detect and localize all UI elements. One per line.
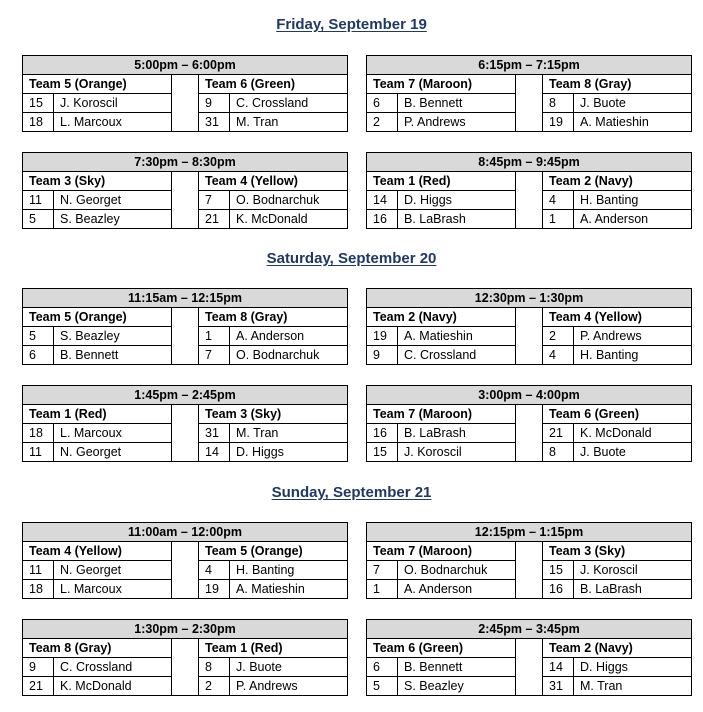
game-table (22, 288, 348, 365)
player-name: N. Georget (54, 191, 172, 210)
player-name: O. Bodnarchuk (230, 346, 348, 365)
game-time: 11:15am – 12:15pm (23, 289, 348, 308)
away-team-name: Team 8 (Gray) (199, 308, 348, 327)
player-name: C. Crossland (230, 94, 348, 113)
player-name: O. Bodnarchuk (230, 191, 348, 210)
player-number: 19 (199, 580, 230, 599)
day-heading-sunday: Sunday, September 21 (271, 484, 432, 501)
player-number: 7 (367, 561, 398, 580)
player-number: 14 (543, 658, 574, 677)
home-team-name: Team 8 (Gray) (23, 639, 172, 658)
player-name: A. Anderson (574, 210, 692, 229)
game-table (22, 152, 348, 229)
player-number: 5 (23, 327, 54, 346)
player-number: 9 (199, 94, 230, 113)
away-team-name: Team 6 (Green) (543, 405, 692, 424)
team-divider (172, 75, 199, 132)
player-number: 16 (543, 580, 574, 599)
game-time: 12:15pm – 1:15pm (367, 523, 692, 542)
player-number: 11 (23, 443, 54, 462)
game-table (366, 152, 692, 229)
game-table (22, 55, 348, 132)
player-number: 14 (367, 191, 398, 210)
player-name: K. McDonald (574, 424, 692, 443)
team-divider (516, 308, 543, 365)
game-table (22, 385, 348, 462)
player-number: 11 (23, 561, 54, 580)
player-number: 9 (367, 346, 398, 365)
player-name: K. McDonald (230, 210, 348, 229)
team-divider (516, 639, 543, 696)
player-number: 15 (23, 94, 54, 113)
player-number: 31 (199, 113, 230, 132)
player-name: M. Tran (230, 113, 348, 132)
player-name: S. Beazley (54, 210, 172, 229)
game-table (22, 522, 348, 599)
player-number: 9 (23, 658, 54, 677)
player-number: 18 (23, 424, 54, 443)
player-name: C. Crossland (54, 658, 172, 677)
player-number: 2 (543, 327, 574, 346)
player-name: H. Banting (574, 191, 692, 210)
game-time: 8:45pm – 9:45pm (367, 153, 692, 172)
team-divider (172, 405, 199, 462)
game-time: 5:00pm – 6:00pm (23, 56, 348, 75)
player-name: A. Matieshin (574, 113, 692, 132)
player-name: J. Koroscil (398, 443, 516, 462)
player-number: 2 (367, 113, 398, 132)
team-divider (516, 405, 543, 462)
player-number: 4 (543, 346, 574, 365)
player-number: 16 (367, 210, 398, 229)
game-table (366, 385, 692, 462)
game-time: 1:30pm – 2:30pm (23, 620, 348, 639)
away-team-name: Team 3 (Sky) (199, 405, 348, 424)
game-table (366, 288, 692, 365)
player-number: 5 (23, 210, 54, 229)
player-name: P. Andrews (230, 677, 348, 696)
home-team-name: Team 7 (Maroon) (367, 405, 516, 424)
game-table (366, 55, 692, 132)
player-name: A. Matieshin (398, 327, 516, 346)
player-number: 6 (367, 658, 398, 677)
player-number: 18 (23, 113, 54, 132)
game-time: 11:00am – 12:00pm (23, 523, 348, 542)
player-name: D. Higgs (574, 658, 692, 677)
player-name: O. Bodnarchuk (398, 561, 516, 580)
team-divider (172, 172, 199, 229)
away-team-name: Team 4 (Yellow) (199, 172, 348, 191)
player-number: 19 (367, 327, 398, 346)
player-name: M. Tran (574, 677, 692, 696)
player-name: P. Andrews (398, 113, 516, 132)
player-name: H. Banting (230, 561, 348, 580)
player-name: J. Koroscil (54, 94, 172, 113)
player-number: 19 (543, 113, 574, 132)
home-team-name: Team 5 (Orange) (23, 75, 172, 94)
day-heading-saturday: Saturday, September 20 (266, 250, 437, 267)
player-number: 8 (543, 94, 574, 113)
game-time: 12:30pm – 1:30pm (367, 289, 692, 308)
player-number: 15 (543, 561, 574, 580)
player-name: L. Marcoux (54, 580, 172, 599)
player-number: 15 (367, 443, 398, 462)
home-team-name: Team 2 (Navy) (367, 308, 516, 327)
player-name: L. Marcoux (54, 113, 172, 132)
game-time: 6:15pm – 7:15pm (367, 56, 692, 75)
player-name: K. McDonald (54, 677, 172, 696)
team-divider (172, 542, 199, 599)
home-team-name: Team 6 (Green) (367, 639, 516, 658)
player-number: 4 (543, 191, 574, 210)
player-name: B. LaBrash (398, 210, 516, 229)
day-heading-friday: Friday, September 19 (276, 16, 427, 33)
player-number: 31 (543, 677, 574, 696)
player-name: C. Crossland (398, 346, 516, 365)
away-team-name: Team 4 (Yellow) (543, 308, 692, 327)
team-divider (172, 308, 199, 365)
player-name: B. LaBrash (574, 580, 692, 599)
player-name: A. Anderson (398, 580, 516, 599)
player-number: 4 (199, 561, 230, 580)
player-number: 5 (367, 677, 398, 696)
home-team-name: Team 1 (Red) (367, 172, 516, 191)
player-name: M. Tran (230, 424, 348, 443)
player-number: 1 (199, 327, 230, 346)
player-name: P. Andrews (574, 327, 692, 346)
player-name: J. Buote (574, 94, 692, 113)
player-number: 1 (367, 580, 398, 599)
player-number: 2 (199, 677, 230, 696)
home-team-name: Team 4 (Yellow) (23, 542, 172, 561)
game-time: 2:45pm – 3:45pm (367, 620, 692, 639)
player-name: A. Matieshin (230, 580, 348, 599)
player-name: N. Georget (54, 561, 172, 580)
away-team-name: Team 5 (Orange) (199, 542, 348, 561)
player-name: H. Banting (574, 346, 692, 365)
game-table (366, 522, 692, 599)
home-team-name: Team 1 (Red) (23, 405, 172, 424)
player-name: B. Bennett (398, 658, 516, 677)
team-divider (516, 75, 543, 132)
game-time: 1:45pm – 2:45pm (23, 386, 348, 405)
player-number: 6 (23, 346, 54, 365)
game-time: 7:30pm – 8:30pm (23, 153, 348, 172)
player-number: 21 (199, 210, 230, 229)
player-name: D. Higgs (230, 443, 348, 462)
player-number: 11 (23, 191, 54, 210)
player-number: 14 (199, 443, 230, 462)
player-name: S. Beazley (54, 327, 172, 346)
game-table (22, 619, 348, 696)
player-number: 21 (23, 677, 54, 696)
team-divider (516, 542, 543, 599)
player-number: 8 (199, 658, 230, 677)
player-number: 31 (199, 424, 230, 443)
team-divider (172, 639, 199, 696)
player-number: 8 (543, 443, 574, 462)
player-number: 1 (543, 210, 574, 229)
player-number: 7 (199, 346, 230, 365)
away-team-name: Team 1 (Red) (199, 639, 348, 658)
player-number: 21 (543, 424, 574, 443)
away-team-name: Team 2 (Navy) (543, 172, 692, 191)
player-name: B. LaBrash (398, 424, 516, 443)
player-number: 18 (23, 580, 54, 599)
player-name: B. Bennett (54, 346, 172, 365)
player-name: J. Buote (230, 658, 348, 677)
player-name: A. Anderson (230, 327, 348, 346)
team-divider (516, 172, 543, 229)
player-name: B. Bennett (398, 94, 516, 113)
player-name: J. Buote (574, 443, 692, 462)
away-team-name: Team 2 (Navy) (543, 639, 692, 658)
player-name: L. Marcoux (54, 424, 172, 443)
game-table (366, 619, 692, 696)
home-team-name: Team 3 (Sky) (23, 172, 172, 191)
player-name: S. Beazley (398, 677, 516, 696)
home-team-name: Team 7 (Maroon) (367, 542, 516, 561)
home-team-name: Team 7 (Maroon) (367, 75, 516, 94)
game-time: 3:00pm – 4:00pm (367, 386, 692, 405)
away-team-name: Team 8 (Gray) (543, 75, 692, 94)
player-number: 6 (367, 94, 398, 113)
home-team-name: Team 5 (Orange) (23, 308, 172, 327)
player-number: 16 (367, 424, 398, 443)
player-name: D. Higgs (398, 191, 516, 210)
player-name: J. Koroscil (574, 561, 692, 580)
away-team-name: Team 3 (Sky) (543, 542, 692, 561)
away-team-name: Team 6 (Green) (199, 75, 348, 94)
player-number: 7 (199, 191, 230, 210)
player-name: N. Georget (54, 443, 172, 462)
